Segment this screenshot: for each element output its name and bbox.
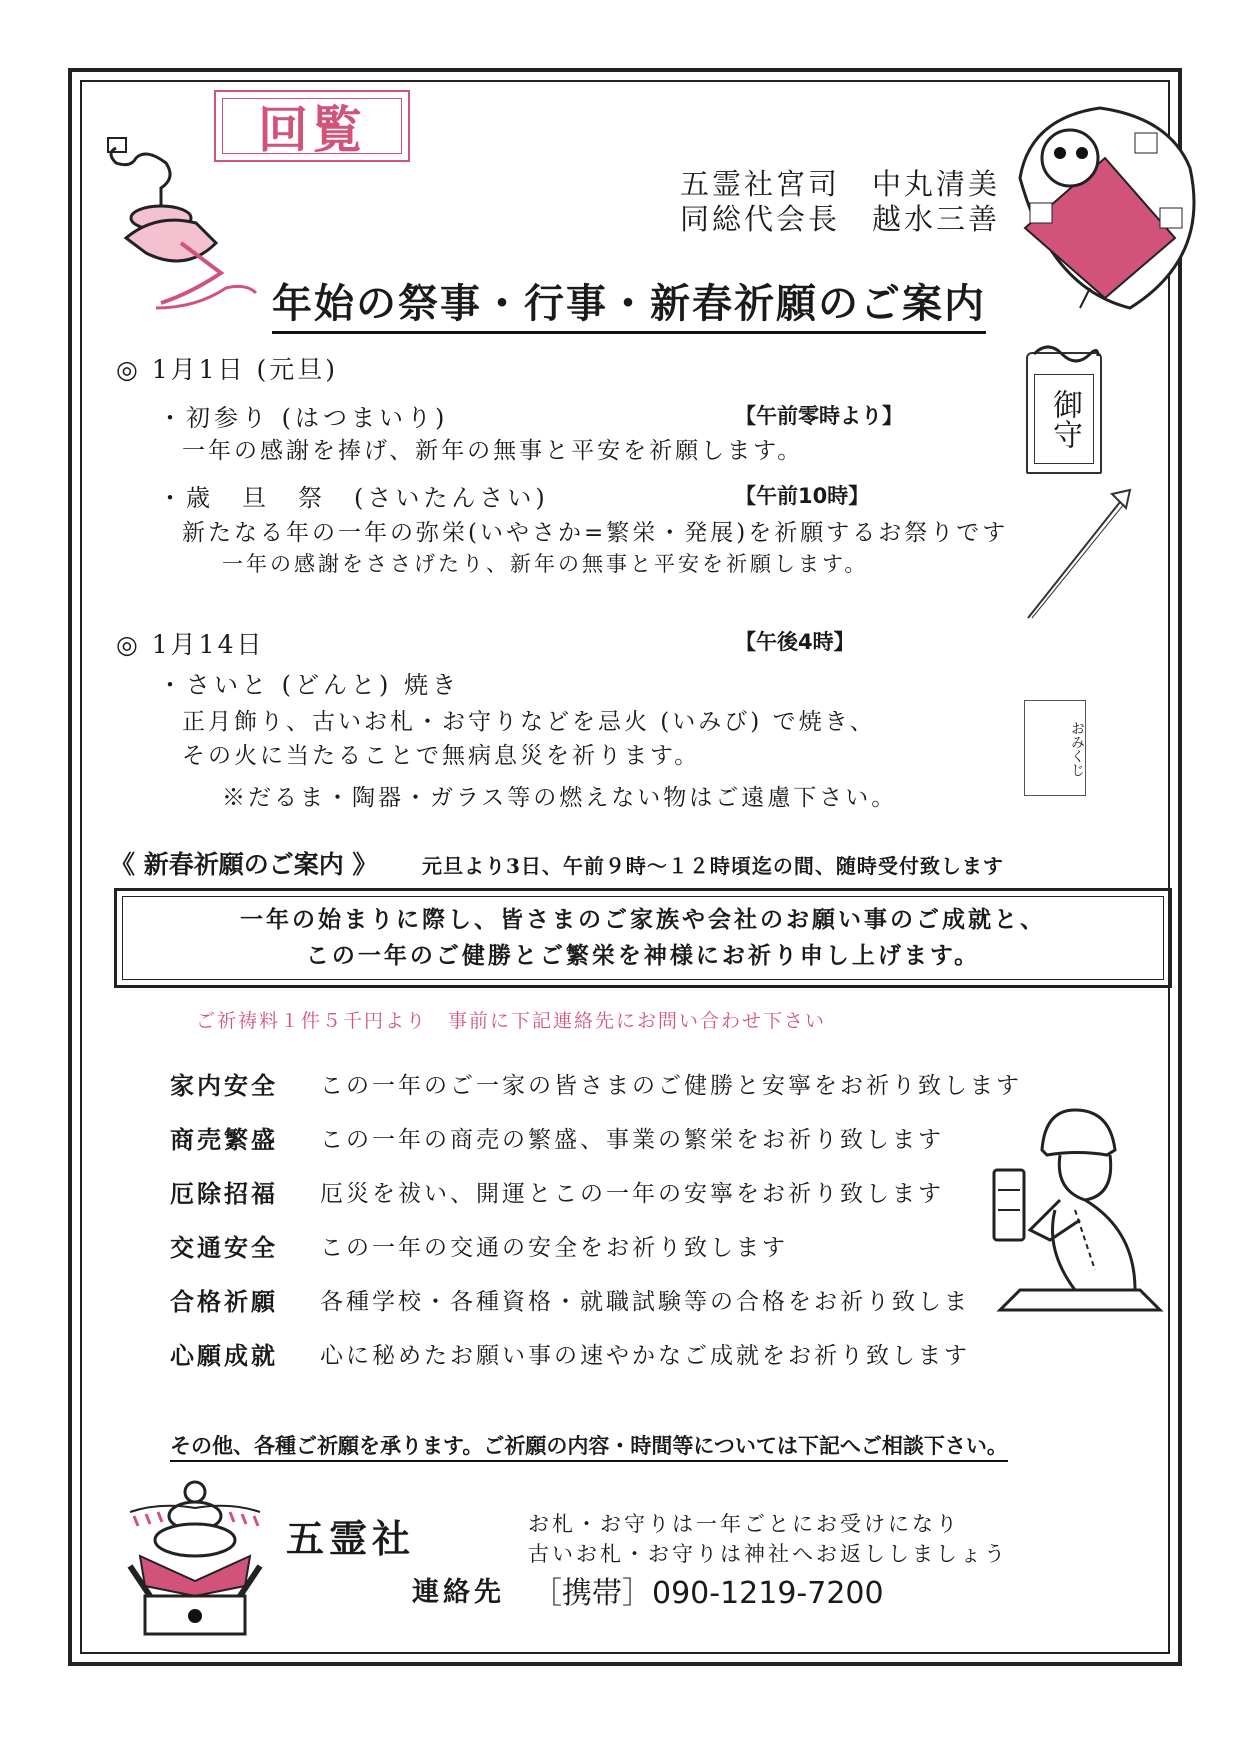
event-hatsumairi-desc: 一年の感謝を捧げ、新年の無事と平安を祈願します。 — [182, 438, 804, 464]
contact-phone: ［携帯］090-1219-7200 — [532, 1576, 884, 1611]
event-saitansai-name: ・歳 旦 祭 (さいたんさい) — [158, 484, 549, 512]
omamori-illustration — [1026, 352, 1102, 474]
circulation-stamp-label: 回覧 — [222, 98, 402, 154]
prayer-desc-yakuyoke: 厄災を祓い、開運とこの一年の安寧をお祈り致します — [320, 1181, 944, 1207]
event-dondo-time: 【午後4時】 — [735, 630, 855, 654]
priest-illustration — [990, 1100, 1170, 1320]
prayer-desc-shingan: 心に秘めたお願い事の速やかなご成就をお祈り致します — [320, 1343, 970, 1369]
event-hatsumairi-time: 【午前零時より】 — [735, 404, 903, 428]
event-hatsumairi-name: ・初参り (はつまいり) — [158, 404, 449, 432]
event-saitansai-time: 【午前10時】 — [735, 484, 870, 508]
event-dondo-name: ・さいと (どんと) 焼き — [158, 671, 460, 699]
shrine-name: 五霊社 — [286, 1516, 416, 1561]
omikuji-label: おみくじ — [1069, 721, 1085, 777]
shinshun-heading: 《 新春祈願のご案内 》 — [110, 850, 378, 879]
omamori-knot-icon — [1030, 340, 1102, 364]
prayer-desc-kanai: この一年のご一家の皆さまのご健勝と安寧をお祈り致します — [320, 1073, 1022, 1099]
event-date-jan1: ◎ 1月1日 (元旦) — [116, 355, 339, 384]
event-dondo-desc-1: 正月飾り、古いお札・お守りなどを忌火 (いみび) で焼き、 — [182, 709, 876, 735]
prayer-name-kotsu: 交通安全 — [170, 1233, 278, 1262]
prayer-name-kanai: 家内安全 — [170, 1071, 278, 1100]
event-saitansai-desc-2: 一年の感謝をささげたり、新年の無事と平安を祈願します。 — [222, 552, 869, 576]
spinning-top-illustration — [96, 128, 256, 318]
prayer-name-yakuyoke: 厄除招福 — [170, 1179, 278, 1208]
event-dondo-desc-2: その火に当たることで無病息災を祈ります。 — [182, 743, 701, 769]
prayer-desc-shobai: この一年の商売の繁盛、事業の繁栄をお祈り致します — [320, 1127, 944, 1153]
contact-label: 連絡先 — [412, 1577, 505, 1608]
reminder-line-1: お札・お守りは一年ごとにお受けになり — [528, 1512, 960, 1536]
omamori-label: 御守 — [1034, 374, 1094, 464]
signatory-priest: 五霊社宮司 中丸清美 — [680, 167, 1001, 201]
shinshun-hours: 元旦より3日、午前９時～１２時頃迄の間、随時受付致します — [422, 854, 1004, 878]
prayer-name-gokaku: 合格祈願 — [170, 1287, 278, 1316]
omikuji-illustration — [1024, 700, 1086, 796]
reminder-line-2: 古いお札・お守りは神社へお返ししましょう — [528, 1542, 1008, 1566]
event-saitansai-desc-1: 新たなる年の一年の弥栄(いやさか=繁栄・発展)を祈願するお祭りです — [182, 520, 1009, 546]
message-box — [114, 888, 1172, 988]
signatory-chair: 同総代会長 越水三善 — [680, 202, 1001, 236]
kagami-mochi-illustration — [120, 1476, 270, 1636]
event-date-jan14: ◎ 1月14日 — [116, 630, 265, 659]
event-dondo-note: ※だるま・陶器・ガラス等の燃えない物はご遠慮下さい。 — [222, 785, 898, 811]
consultation-note: その他、各種ご祈願を承ります。ご祈願の内容・時間等については下記へご相談下さい。 — [170, 1430, 1008, 1462]
page-title: 年始の祭事・行事・新春祈願のご案内 — [272, 272, 986, 334]
hamaya-arrow-illustration — [1020, 486, 1140, 626]
message-line-1: 一年の始まりに際し、皆さまのご家族や会社のお願い事のご成就と、 — [240, 906, 1046, 933]
prayer-desc-kotsu: この一年の交通の安全をお祈り致します — [320, 1235, 788, 1261]
prayer-name-shingan: 心願成就 — [170, 1341, 278, 1370]
kite-illustration — [1010, 108, 1200, 308]
prayer-fee: ご祈祷料１件５千円より 事前に下記連絡先にお問い合わせ下さい — [196, 1010, 827, 1032]
prayer-desc-gokaku: 各種学校・各種資格・就職試験等の合格をお祈り致しま — [320, 1289, 970, 1315]
message-line-2: この一年のご健勝とご繁栄を神様にお祈り申し上げます。 — [305, 942, 981, 969]
prayer-name-shobai: 商売繁盛 — [170, 1125, 278, 1154]
